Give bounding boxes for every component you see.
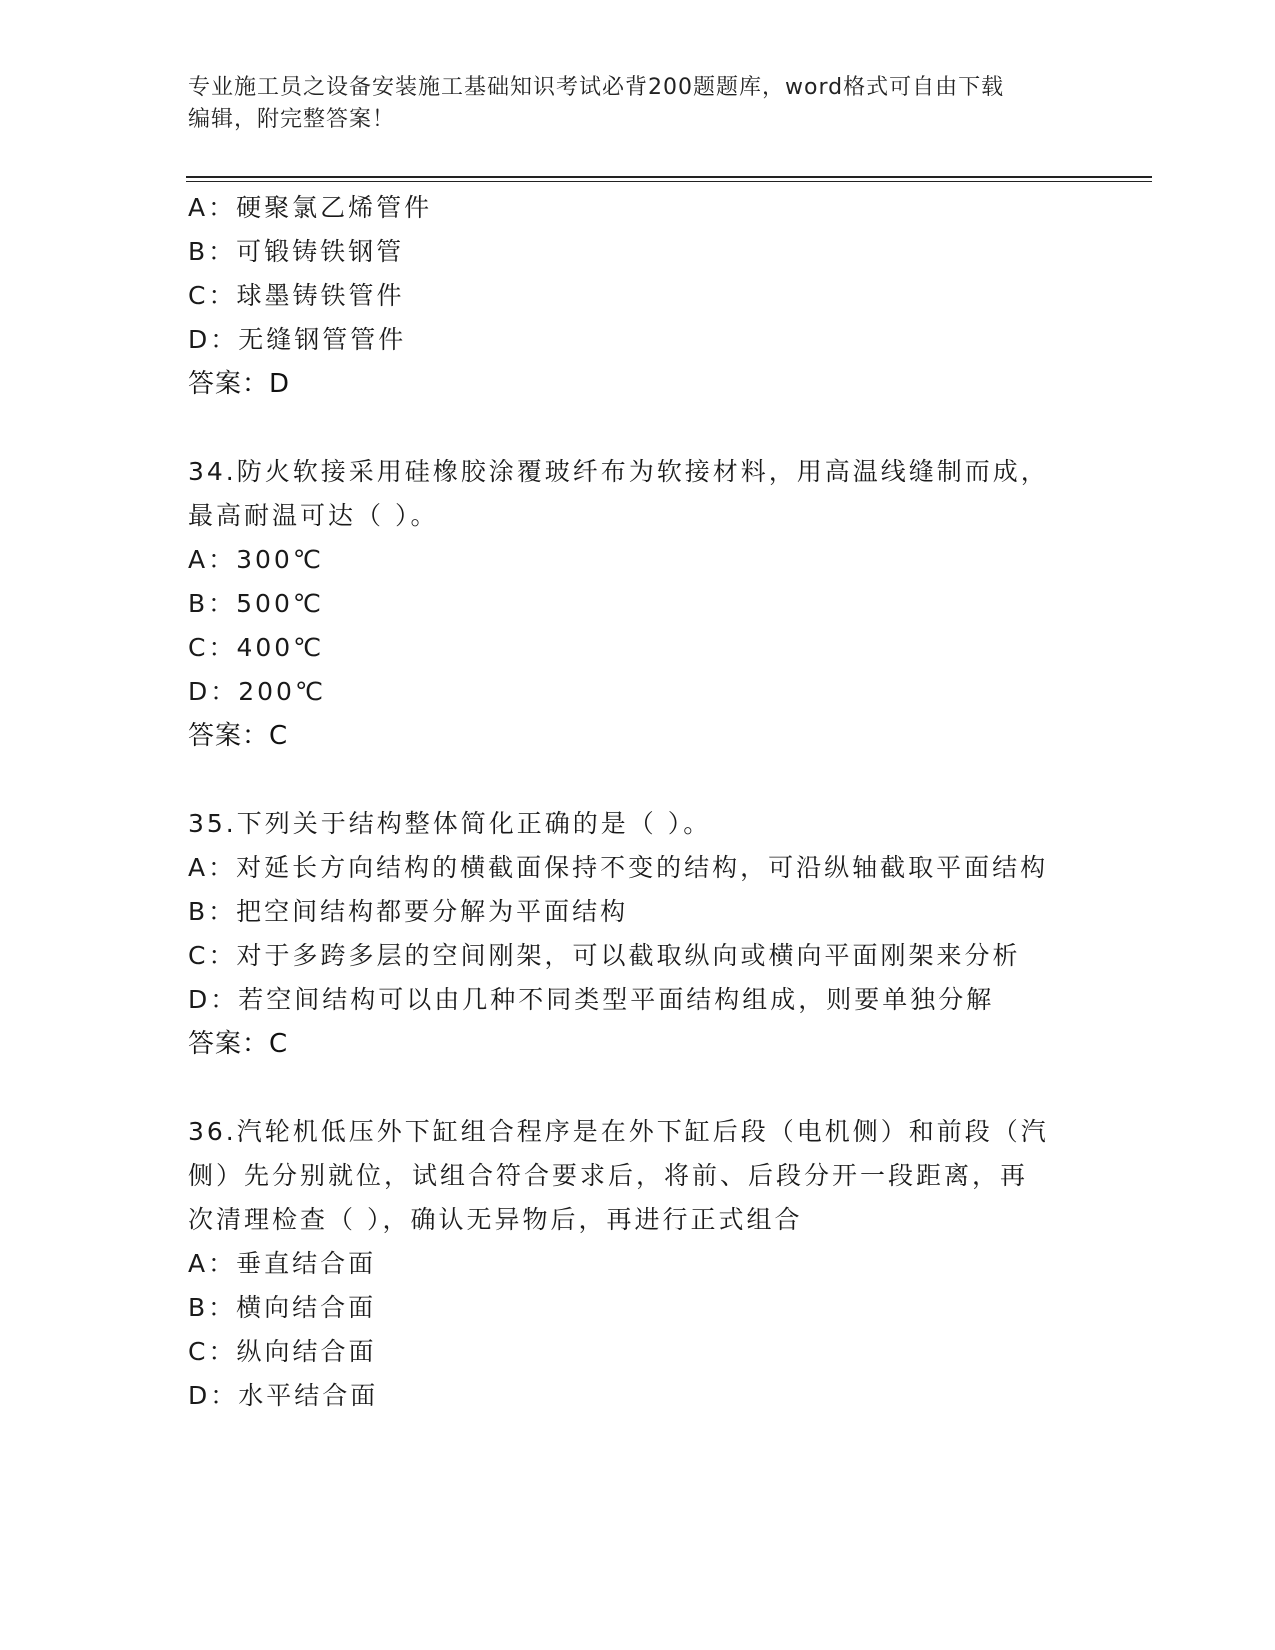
q34-stem-line-1: 34.防火软接采用硅橡胶涂覆玻纤布为软接材料，用高温线缝制而成， (188, 457, 1049, 486)
q34-answer: 答案：C (188, 721, 289, 751)
q36-stem-line-2: 侧）先分别就位，试组合符合要求后，将前、后段分开一段距离，再 (188, 1161, 1029, 1190)
q35-option-d: D：若空间结构可以由几种不同类型平面结构组成，则要单独分解 (188, 985, 995, 1014)
header-line-1: 专业施工员之设备安装施工基础知识考试必背200题题库，word格式可自由下载 (188, 75, 1005, 100)
q35-answer: 答案：C (188, 1029, 289, 1059)
q33-option-a: A：硬聚氯乙烯管件 (188, 193, 433, 222)
header-divider-thin (186, 181, 1152, 182)
q36-option-a: A：垂直结合面 (188, 1249, 377, 1278)
q33-answer: 答案：D (188, 369, 291, 399)
header-line-2: 编辑，附完整答案！ (188, 107, 396, 132)
q33-option-d: D：无缝钢管管件 (188, 325, 407, 354)
q35-stem-line-1: 35.下列关于结构整体简化正确的是（ ）。 (188, 809, 712, 838)
q36-option-b: B：横向结合面 (188, 1293, 377, 1322)
q35-option-b: B：把空间结构都要分解为平面结构 (188, 897, 629, 926)
document-header (188, 72, 1088, 136)
q36-stem-line-1: 36.汽轮机低压外下缸组合程序是在外下缸后段（电机侧）和前段（汽 (188, 1117, 1049, 1146)
q34-option-c: C：400℃ (188, 633, 325, 662)
q36-stem-line-3: 次清理检查（ ），确认无异物后，再进行正式组合 (188, 1205, 803, 1234)
q34-option-d: D：200℃ (188, 677, 327, 706)
q36-option-c: C：纵向结合面 (188, 1337, 377, 1366)
q36-option-d: D：水平结合面 (188, 1381, 379, 1410)
q35-option-c: C：对于多跨多层的空间刚架，可以截取纵向或横向平面刚架来分析 (188, 941, 1021, 970)
header-divider-thick (186, 176, 1152, 178)
q34-stem-line-2: 最高耐温可达（ ）。 (188, 501, 439, 530)
q33-option-b: B：可锻铸铁钢管 (188, 237, 405, 266)
q33-option-c: C：球墨铸铁管件 (188, 281, 405, 310)
q34-option-a: A：300℃ (188, 545, 324, 574)
q35-option-a: A：对延长方向结构的横截面保持不变的结构，可沿纵轴截取平面结构 (188, 853, 1049, 882)
q34-option-b: B：500℃ (188, 589, 324, 618)
